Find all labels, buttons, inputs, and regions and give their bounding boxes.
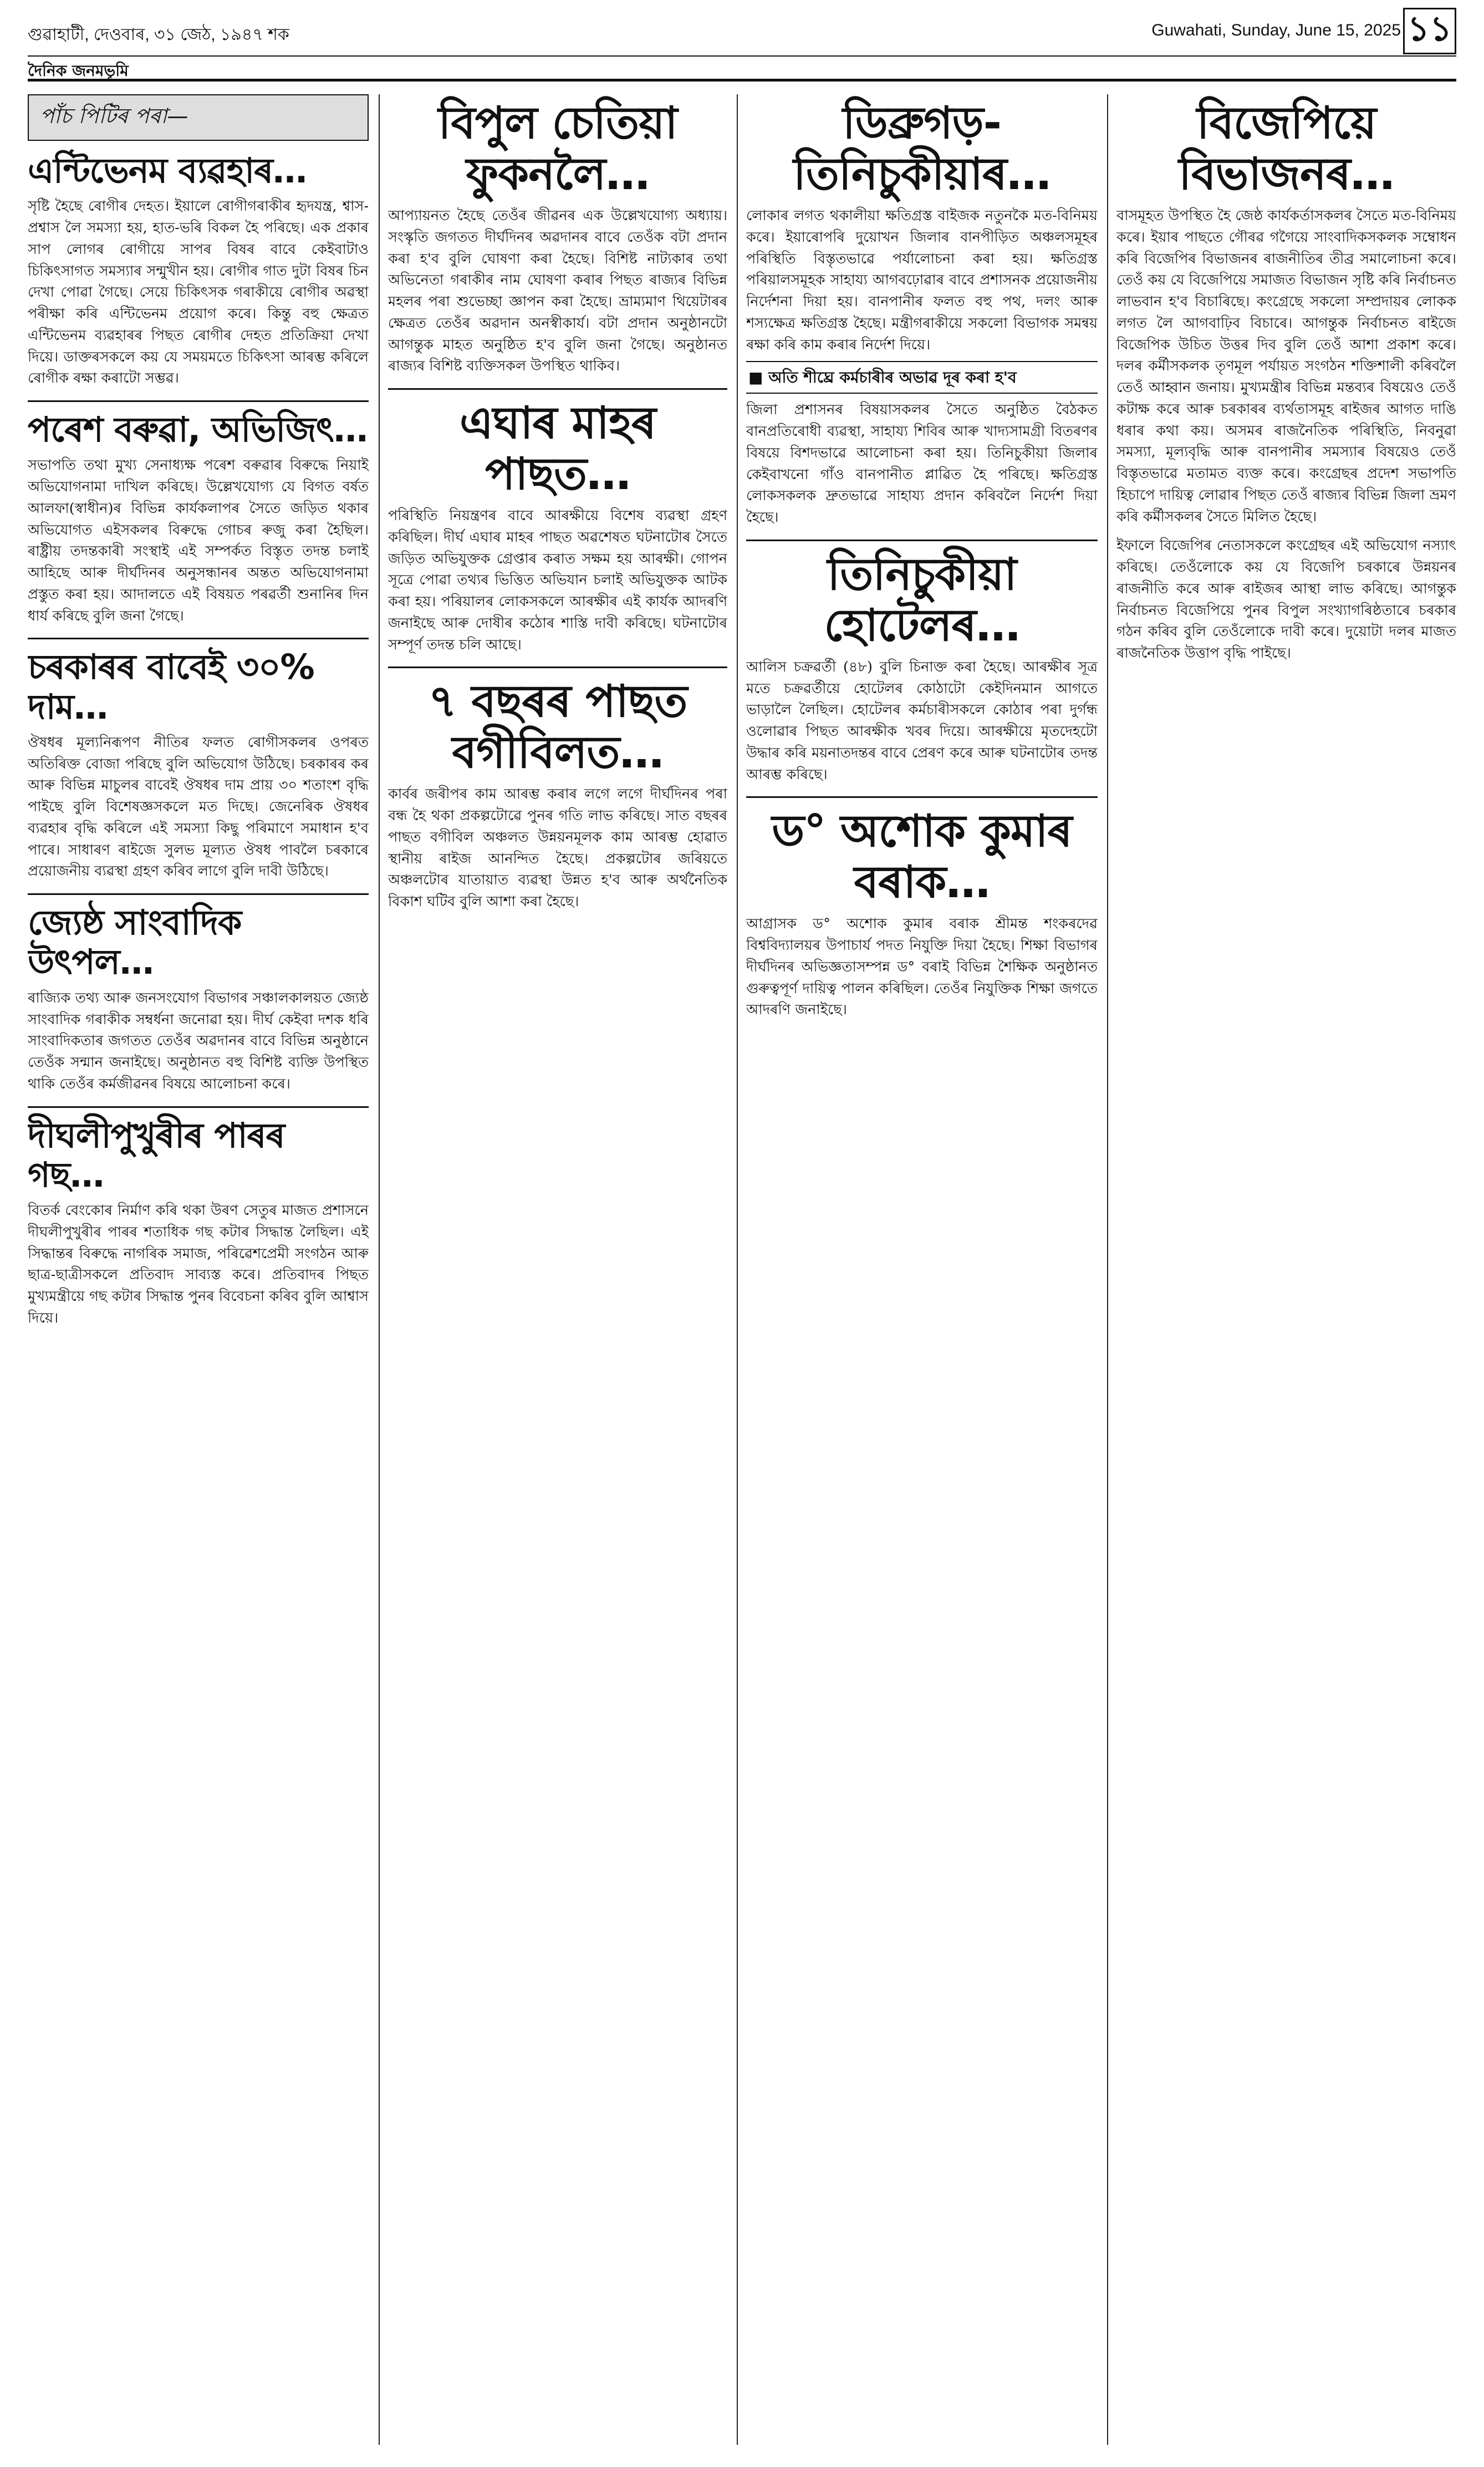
headline[interactable]: চৰকাৰৰ বাবেই ৩০% দাম… <box>28 647 314 727</box>
column-4 <box>1116 94 1456 2445</box>
headline[interactable]: তিনিচুকীয়া হোটেলৰ… <box>824 548 1020 651</box>
section-label: পাঁচ পিটিৰ পৰা— <box>28 94 369 141</box>
page-number: ১১ <box>1403 8 1456 54</box>
headline[interactable]: বিজেপিয়ে বিভাজনৰ… <box>1179 97 1394 200</box>
dateline-left: গুৱাহাটী, দেওবাৰ, ৩১ জেঠ, ১৯৪৭ শক <box>28 26 289 44</box>
divider <box>388 667 727 668</box>
column-1 <box>28 94 369 2445</box>
article-journalist <box>28 903 369 1095</box>
divider <box>28 893 369 895</box>
headline[interactable]: দীঘলীপুখুৰীৰ পাৰৰ গছ… <box>28 1115 285 1195</box>
pull-quote: ■ অতি শীঘ্ৰে কৰ্মচাৰীৰ অভাৱ দূৰ কৰা হ'ব <box>746 361 1098 394</box>
column-rule <box>1107 94 1108 2445</box>
divider <box>28 638 369 639</box>
article-bjp-division <box>1116 98 1456 664</box>
masthead <box>28 55 1456 82</box>
article-tinsukia-hotel <box>746 549 1098 786</box>
article-body: আপ্যায়নত হৈছে তেওঁৰ জীৱনৰ এক উল্লেখযোগ্য অধ্যায়। সংস্কৃতি জগতত দীৰ্ঘদিনৰ অৱদানৰ বাবে তেওঁক বটা প্ৰদান কৰা হ'ব বুলি ঘোষণা কৰা হৈছে। বিশিষ্ট নাট্যকাৰ তথা অভিনেতা গৰাকীৰ নাম ঘোষণা কৰাৰ পিছত ৰাজ্যৰ বিভিন্ন মহলৰ পৰা শুভেচ্ছা জ্ঞাপন কৰা হৈছে। ভ্ৰাম্যমাণ থিয়েটাৰৰ ক্ষেত্ৰত তেওঁৰ অৱদান অনস্বীকাৰ্য। বটা প্ৰদান অনুষ্ঠানটো আগন্তুক মাহত অনুষ্ঠিত হ'ব বুলি জনা গৈছে। অনুষ্ঠানত ৰাজ্যৰ বিশিষ্ট ব্যক্তিসকল উপস্থিত থাকিব। <box>388 207 727 375</box>
article-bogibeel <box>388 676 727 913</box>
column-3 <box>746 94 1098 2445</box>
article-body: কাৰ্বৰ জৰীপৰ কাম আৰম্ভ কৰাৰ লগে লগে দীৰ্ঘদিনৰ পৰা বন্ধ হৈ থকা প্ৰকল্পটোৱে পুনৰ গতি লাভ কৰিছে। সাত বছৰৰ পাছত বগীবিল অঞ্চলত উন্নয়নমূলক কাম আৰম্ভ হোৱাত স্থানীয় ৰাইজ আনন্দিত হৈছে। প্ৰকল্পটোৰ জৰিয়তে অঞ্চলটোৰ যাতায়াত ব্যৱস্থা উন্নত হ'ব আৰু অৰ্থনৈতিক বিকাশ ঘটিব বুলি আশা কৰা হৈছে। <box>388 786 727 910</box>
divider <box>746 540 1098 541</box>
article-body: সৃষ্টি হৈছে ৰোগীৰ দেহত। ইয়ালে ৰোগীগৰাকীৰ হৃদযন্ত্ৰ, শ্বাস-প্ৰশ্বাস লৈ সমস্যা হয়, হাত-ভৰি বিকল হৈ পৰিছে। এক প্ৰকাৰ সাপ লোগৰ ৰোগীয়ে সাপৰ বিষৰ বাবে কেইবাটাও চিকিৎসাগত সমস্যাৰ সন্মুখীন হয়। ৰোগীৰ গাত দুটা বিষৰ চিন দেখা পোৱা গৈছে। সেয়ে চিকিৎসক গৰাকীয়ে ৰোগীৰ অৱস্থা পৰীক্ষা কৰি এন্টিভেনম প্ৰয়োগ কৰে। কিন্তু বহু ক্ষেত্ৰত এন্টিভেনম ব্যৱহাৰৰ পিছত ৰোগীৰ দেহত প্ৰতিক্ৰিয়া দেখা দিয়ে। ডাক্তৰসকলে কয় যে সময়মতে চিকিৎসা আৰম্ভ কৰিলে ৰোগীক ৰক্ষা কৰাটো সম্ভৱ। <box>28 198 369 387</box>
headline[interactable]: ডিব্ৰুগড়-তিনিচুকীয়াৰ… <box>793 97 1050 200</box>
headline[interactable]: জ্যেষ্ঠ সাংবাদিক উৎপল… <box>28 902 242 983</box>
column-rule <box>379 94 380 2445</box>
masthead-title: দৈনিক জনমভূমি <box>28 62 129 80</box>
divider <box>28 1106 369 1108</box>
article-body: আলিস চক্ৰৱৰ্তী (৪৮) বুলি চিনাক্ত কৰা হৈছে। আৰক্ষীৰ সূত্ৰ মতে চক্ৰৱৰ্তীয়ে হোটেলৰ কোঠাটো কেইদিনমান আগতে ভাড়ালৈ লৈছিল। হোটেলৰ কৰ্মচাৰীসকলে কোঠাৰ পৰা দুৰ্গন্ধ ওলোৱাৰ পিছত আৰক্ষীক খবৰ দিয়ে। আৰক্ষীয়ে মৃতদেহটো উদ্ধাৰ কৰি ময়নাতদন্তৰ বাবে প্ৰেৰণ কৰে আৰু ঘটনাটোৰ তদন্ত আৰম্ভ কৰিছে। <box>746 658 1098 783</box>
article-body: লোকাৰ লগত থকালীয়া ক্ষতিগ্ৰস্ত বাইজক নতুনকৈ মত-বিনিময় কৰে। ইয়াৰোপৰি দুয়োখন জিলাৰ বানপীড়িত অঞ্চলসমূহৰ পৰিস্থিতি বিস্তৃতভাৱে পৰ্যালোচনা কৰা হয়। ক্ষতিগ্ৰস্ত পৰিয়ালসমূহক সাহায্য আগবঢ়োৱাৰ বাবে প্ৰশাসনক প্ৰয়োজনীয় নিৰ্দেশনা দিয়া হয়। বানপানীৰ ফলত বহু পথ, দলং আৰু শস্যক্ষেত্ৰ ক্ষতিগ্ৰস্ত হৈছে। মন্ত্ৰীগৰাকীয়ে সকলো বিভাগক সমন্বয় ৰক্ষা কৰি কাম কৰাৰ নিৰ্দেশ দিয়ে। <box>746 207 1098 353</box>
headline[interactable]: পৰেশ বৰুৱা, অভিজিৎ… <box>28 409 368 450</box>
headline[interactable]: এঘাৰ মাহৰ পাছত… <box>459 397 656 500</box>
article-body-continued: জিলা প্ৰশাসনৰ বিষয়াসকলৰ সৈতে অনুষ্ঠিত বৈঠকত বানপ্ৰতিৰোধী ব্যৱস্থা, সাহায্য শিবিৰ আৰু খাদ্যসামগ্ৰী বিতৰণৰ বিষয়ে বিশদভাৱে আলোচনা কৰা হয়। তিনিচুকীয়া জিলাৰ কেইবাখনো গাঁও বানপানীত প্লাৱিত হৈ পৰিছে। ক্ষতিগ্ৰস্ত লোকসকলক দ্ৰুতভাৱে সাহায্য প্ৰদান কৰিবলৈ নিৰ্দেশ দিয়া হৈছে। <box>746 401 1098 526</box>
headline[interactable]: এন্টিভেনম ব্যৱহাৰ… <box>28 150 307 191</box>
headline[interactable]: বিপুল চেতিয়া ফুকনলৈ… <box>438 97 677 200</box>
article-body-continued: ইফালে বিজেপিৰ নেতাসকলে কংগ্ৰেছৰ এই অভিযোগ নস্যাৎ কৰিছে। তেওঁলোকে কয় যে বিজেপি চৰকাৰে উন্নয়নৰ ৰাজনীতি কৰে আৰু ৰাইজৰ আস্থা লাভ কৰিছে। আগন্তুক নিৰ্বাচনত বিজেপিয়ে পুনৰ বিপুল সংখ্যাগৰিষ্ঠতাৰে চৰকাৰ গঠন কৰিব বুলি তেওঁলোকে দাবী কৰে। দুয়োটা দলৰ মাজত ৰাজনৈতিক উত্তাপ বৃদ্ধি পাইছে। <box>1116 537 1456 662</box>
divider <box>746 796 1098 798</box>
headline[interactable]: ড° অশোক কুমাৰ বৰাক… <box>772 805 1072 908</box>
divider <box>28 400 369 402</box>
article-ashok-kumar-bora <box>746 806 1098 1021</box>
article-bipul-chetia <box>388 98 727 377</box>
article-body: বাসমূহত উপস্থিত হৈ জেষ্ঠ কাৰ্যকৰ্তাসকলৰ সৈতে মত-বিনিময় কৰে। ইয়াৰ পাছতে গৌৰৱ গগৈয়ে সাংবাদিকসকলক সম্বোধন কৰি বিজেপিৰ বিভাজনৰ ৰাজনীতিৰ তীব্ৰ সমালোচনা কৰে। তেওঁ কয় যে বিজেপিয়ে সমাজত বিভাজন সৃষ্টি কৰি নিৰ্বাচনত লাভবান হ'ব বিচাৰিছে। কংগ্ৰেছে সকলো সম্প্ৰদায়ৰ লোকক লগত লৈ আগবাঢ়িব বিচাৰে। আগন্তুক নিৰ্বাচনত ৰাইজে বিজেপিক উচিত উত্তৰ দিব বুলি তেওঁ আশা প্ৰকাশ কৰে। দলৰ কৰ্মীসকলক তৃণমূল পৰ্যায়ত সংগঠন শক্তিশালী কৰিবলৈ তেওঁ আহ্বান জনায়। মুখ্যমন্ত্ৰীৰ বিভিন্ন মন্তব্যৰ বিষয়েও তেওঁ কটাক্ষ কৰে আৰু চৰকাৰৰ ব্যৰ্থতাসমূহ ৰাইজৰ আগত দাঙি ধৰাৰ কথা কয়। অসমৰ ৰাজনৈতিক পৰিস্থিতি, নিবনুৱা সমস্যা, মূল্যবৃদ্ধি আৰু বানপানীৰ সমস্যাৰ বিষয়েও তেওঁ বিস্তৃতভাৱে মতামত ব্যক্ত কৰে। কংগ্ৰেছৰ প্ৰদেশ সভাপতি হিচাপে দায়িত্ব লোৱাৰ পিছত তেওঁ ৰাজ্যৰ বিভিন্ন জিলা ভ্ৰমণ কৰি কৰ্মীসকলৰ সৈতে মিলিত হৈছে। <box>1116 207 1456 525</box>
article-body: আগ্ৰাসক ড° অশোক কুমাৰ বৰাক শ্ৰীমন্ত শংকৰদেৱ বিশ্ববিদ্যালয়ৰ উপাচাৰ্য পদত নিযুক্তি দিয়া হৈছে। শিক্ষা বিভাগৰ দীৰ্ঘদিনৰ অভিজ্ঞতাসম্পন্ন ড° বৰাই বিভিন্ন শৈক্ষিক অনুষ্ঠানত গুৰুত্বপূৰ্ণ দায়িত্ব পালন কৰিছিল। তেওঁৰ নিযুক্তিক শিক্ষা জগতে আদৰণি জনাইছে। <box>746 915 1098 1019</box>
article-body: সভাপতি তথা মুখ্য সেনাধ্যক্ষ পৰেশ বৰুৱাৰ বিৰুদ্ধে নিয়াই অভিযোগনামা দাখিল কৰিছে। উল্লেখযোগ্য যে বিগত বৰ্ষত আলফা(স্বাধীন)ৰ বিভিন্ন কাৰ্যকলাপৰ সৈতে জড়িত থকাৰ অভিযোগত এইসকলৰ বিৰুদ্ধে গোচৰ ৰুজু কৰা হৈছিল। ৰাষ্ট্ৰীয় তদন্তকাৰী সংস্থাই এই সম্পৰ্কত বিস্তৃত তদন্ত চলাই আহিছে আৰু দীৰ্ঘদিনৰ অনুসন্ধানৰ অন্তত অভিযোগনামা প্ৰস্তুত কৰা হয়। আদালতে এই বিষয়ত পৰৱৰ্তী শুনানিৰ দিন ধাৰ্য কৰিছে বুলি জনা গৈছে। <box>28 457 369 624</box>
headline[interactable]: ৭ বছৰৰ পাছত বগীবিলত… <box>428 675 687 779</box>
dateline-right: Guwahati, Sunday, June 15, 2025 <box>1151 21 1401 39</box>
article-eleven-months <box>388 398 727 655</box>
article-body: পৰিস্থিতি নিয়ন্ত্ৰণৰ বাবে আৰক্ষীয়ে বিশেষ ব্যৱস্থা গ্ৰহণ কৰিছিল। দীৰ্ঘ এঘাৰ মাহৰ পাছত অৱশেষত ঘটনাটোৰ সৈতে জড়িত অভিযুক্তক গ্ৰেপ্তাৰ কৰাত সক্ষম হয় আৰক্ষী। গোপন সূত্ৰে পোৱা তথ্যৰ ভিত্তিত অভিযান চলাই অভিযুক্তক আটক কৰা হয়। পৰিয়ালৰ লোকসকলে আৰক্ষীৰ এই কাৰ্যক আদৰণি জনাইছে আৰু দোষীৰ কঠোৰ শাস্তি দাবী কৰিছে। ঘটনাটোৰ সম্পূৰ্ণ তদন্ত চলি আছে। <box>388 507 727 653</box>
column-rule <box>737 94 738 2445</box>
column-2 <box>388 94 727 2445</box>
article-dighalipukhuri <box>28 1116 369 1329</box>
article-paresh-baruah <box>28 410 369 627</box>
article-body: ৰাজ্যিক তথ্য আৰু জনসংযোগ বিভাগৰ সঞ্চালকালয়ত জ্যেষ্ঠ সাংবাদিক গৰাকীক সম্বৰ্ধনা জনোৱা হয়। দীৰ্ঘ কেইবা দশক ধৰি সাংবাদিকতাৰ জগতত তেওঁৰ অৱদানৰ বাবে বিভিন্ন অনুষ্ঠানে তেওঁক সন্মান জনাইছে। অনুষ্ঠানত বহু বিশিষ্ট ব্যক্তি উপস্থিত থাকি তেওঁৰ কৰ্মজীৱনৰ বিষয়ে আলোচনা কৰে। <box>28 989 369 1092</box>
article-antivenom <box>28 151 369 389</box>
article-body: বিতৰ্ক বেংকোৰ নিৰ্মাণ কৰি থকা উৰণ সেতুৰ মাজত প্ৰশাসনে দীঘলীপুখুৰীৰ পাৰৰ শতাধিক গছ কটাৰ সিদ্ধান্ত লৈছিল। এই সিদ্ধান্তৰ বিৰুদ্ধে নাগৰিক সমাজ, পৰিৱেশপ্ৰেমী সংগঠন আৰু ছাত্ৰ-ছাত্ৰীসকলে প্ৰতিবাদ সাব্যস্ত কৰে। প্ৰতিবাদৰ পিছত মুখ্যমন্ত্ৰীয়ে গছ কটাৰ সিদ্ধান্ত পুনৰ বিবেচনা কৰিব বুলি আশ্বাস দিয়ে। <box>28 1202 369 1326</box>
article-dibrugarh-tinsukia <box>746 98 1098 528</box>
divider <box>388 388 727 390</box>
article-body: ঔষধৰ মূল্যনিৰূপণ নীতিৰ ফলত ৰোগীসকলৰ ওপৰত অতিৰিক্ত বোজা পৰিছে বুলি অভিযোগ উঠিছে। চৰকাৰৰ কৰ আৰু বিভিন্ন মাচুলৰ বাবেই ঔষধৰ দাম প্ৰায় ৩০ শতাংশ বৃদ্ধি পাইছে বুলি বিশেষজ্ঞসকলে মত দিছে। জেনেৰিক ঔষধৰ ব্যৱহাৰ বৃদ্ধি কৰিলে এই সমস্যা কিছু পৰিমাণে সমাধান হ'ব পাৰে। সাধাৰণ ৰাইজে সুলভ মূল্যত ঔষধ পাবলৈ চৰকাৰে প্ৰয়োজনীয় ব্যৱস্থা গ্ৰহণ কৰিব লাগে বুলি দাবী উঠিছে। <box>28 734 369 880</box>
article-drug-price <box>28 647 369 882</box>
